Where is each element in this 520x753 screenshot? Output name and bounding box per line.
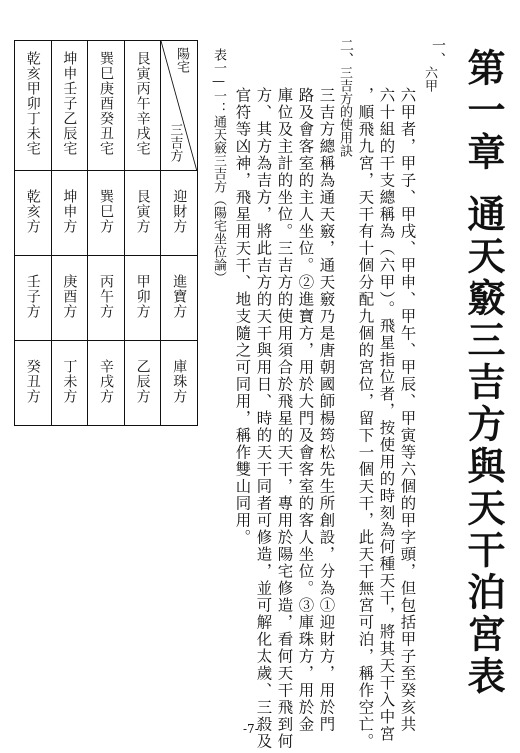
sanjifang-table [14, 40, 198, 426]
table-cell: 丁未方 [51, 341, 88, 426]
table-row [15, 171, 198, 256]
corner-label-top: 陽宅 [174, 47, 189, 73]
section2-line: 三吉方總稱為通天竅，通天竅乃是唐朝國師楊筠松先生所創設，分為①迎財方，用於門 [317, 87, 336, 733]
table-cell: 辛戌方 [88, 341, 125, 426]
table-cell: 壬子方 [15, 256, 52, 341]
chapter-name: 通天竅三吉方與天干泊宮表 [461, 194, 506, 698]
table-column-header: 坤申壬子乙辰宅 [51, 41, 88, 171]
table-row-label: 進寶方 [161, 256, 198, 341]
section2-line: 庫位及主計的坐位。三吉方的使用須合於飛星的天干，專用於陽宅修造，看何天干飛到何 [275, 87, 294, 750]
table-row-label: 迎財方 [161, 171, 198, 256]
table-column-header: 乾亥甲卯丁未宅 [15, 41, 52, 171]
section2-line: 路及會客室的主人坐位。②進寶方，用於大門及會客室的客人坐位。③庫珠方，用於金 [296, 87, 315, 733]
table-cell: 甲卯方 [124, 256, 161, 341]
section2-line: 方、其方為吉方，將此吉方的天干與用日、時的天干同者可修造，並可解化太歲、三殺及 [254, 87, 273, 750]
section1-line: ，順飛九宮，天干有十個分配九個的宮位，留下一個天干，此天干無宮可泊，稱作空亡。 [356, 87, 375, 750]
section1-line: 六甲者，甲子、甲戌、甲申、甲午、甲辰、甲寅等六個的甲字頭，但包括甲子至癸亥共 [398, 87, 417, 733]
table-cell: 乙辰方 [124, 341, 161, 426]
page-number: -7- [243, 722, 259, 736]
table-row [15, 41, 198, 171]
chapter-number: 第一章 [461, 48, 506, 174]
table-cell: 乾亥方 [15, 171, 52, 256]
table-cell: 癸丑方 [15, 341, 52, 426]
section2-line: 官符等凶神，飛星用天干、地支隨之可同用，稱作雙山同用。 [233, 87, 252, 546]
section1-heading: 六甲 [422, 66, 437, 92]
section2-number: 二、 [338, 38, 354, 66]
table-cell: 丙午方 [88, 256, 125, 341]
table-caption: 表一—一：通天竅三吉方（陽宅坐位論） [211, 48, 226, 284]
table-row [15, 256, 198, 341]
table-row [15, 341, 198, 426]
table-row-label: 庫珠方 [161, 341, 198, 426]
chapter-title [456, 48, 511, 698]
section1-number: 一、 [430, 38, 446, 66]
table-cell: 坤申方 [51, 171, 88, 256]
corner-label-bottom: 三吉方 [167, 123, 183, 162]
table-corner-header [161, 41, 198, 171]
table-cell: 艮寅方 [124, 171, 161, 256]
table-column-header: 巽巳庚酉癸丑宅 [88, 41, 125, 171]
section2-heading: 三吉方的使用訣 [337, 66, 352, 157]
table-cell: 庚酉方 [51, 256, 88, 341]
table-column-header: 艮寅丙午辛戌宅 [124, 41, 161, 171]
section1-line: 六十組的干支總稱為（六甲）。飛星指位者，按使用的時刻為何種天干，將其天干入中宮 [377, 87, 396, 743]
table-cell: 巽巳方 [88, 171, 125, 256]
